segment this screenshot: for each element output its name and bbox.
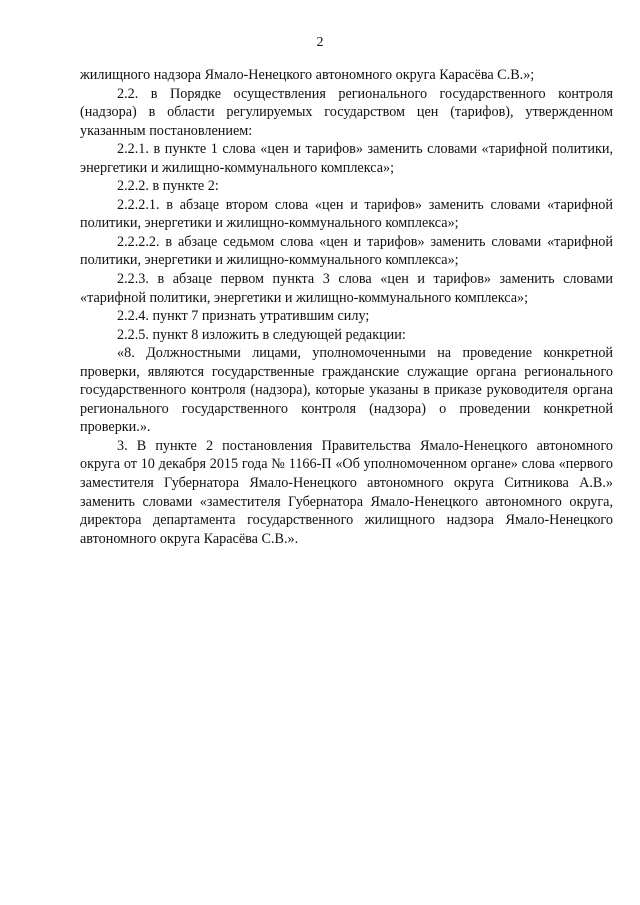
paragraph-2-2-1: 2.2.1. в пункте 1 слова «цен и тарифов» заменить словами «тарифной политики, энергетики и жилищно-коммунального комплекса»; (80, 141, 613, 176)
paragraph-2-2-2-1: 2.2.2.1. в абзаце втором слова «цен и тарифов» заменить словами «тарифной политики, энергетики и жилищно-коммунального комплекса»; (80, 196, 613, 232)
document-body (80, 66, 613, 548)
paragraph-continuation: жилищного надзора Ямало-Ненецкого автономного округа Карасёва С.В.»; (80, 67, 535, 83)
paragraph-2-2-3: 2.2.3. в абзаце первом пункта 3 слова «цен и тарифов» заменить словами «тарифной политики, энергетики и жилищно-коммунального комплекса»; (80, 271, 613, 306)
paragraph-2-2: 2.2. в Порядке осуществления регионального государственного контроля (надзора) в области регулируемых государством цен (тарифов), утвержденном указанным постановлением: (80, 85, 613, 139)
paragraph-2-2-2: 2.2.2. в пункте 2: (117, 178, 219, 195)
paragraph-2-2-2-2: 2.2.2.2. в абзаце седьмом слова «цен и тарифов» заменить словами «тарифной политики, энергетики и жилищно-коммунального комплекса»; (80, 233, 613, 269)
paragraph-2-2-5: 2.2.5. пункт 8 изложить в следующей редакции: (117, 326, 406, 343)
paragraph-3: 3. В пункте 2 постановления Правительства Ямало-Ненецкого автономного округа от 10 декабря 2015 года № 1166-П «Об уполномоченном органе» слова «первого заместителя Губернатора Ямало-Ненецкого автономного округа Ситникова А.В.» заменить словами «заместителя Губернатора Ямало-Ненецкого автономного округа, директора департамента государственного жилищного надзора Ямало-Ненецкого автономного округа Карасёва С.В.». (80, 437, 613, 547)
page-number: 2 (316, 35, 324, 50)
paragraph-2-2-4: 2.2.4. пункт 7 признать утратившим силу; (117, 308, 370, 325)
paragraph-quoted-item-8: «8. Должностными лицами, уполномоченными на проведение конкретной проверки, являются государственные гражданские служащие органа регионального государственного контроля (надзора), которые указаны в приказе руководителя органа регионального государственного контроля (надзора) о проведении конкретной проверки.». (80, 345, 613, 436)
